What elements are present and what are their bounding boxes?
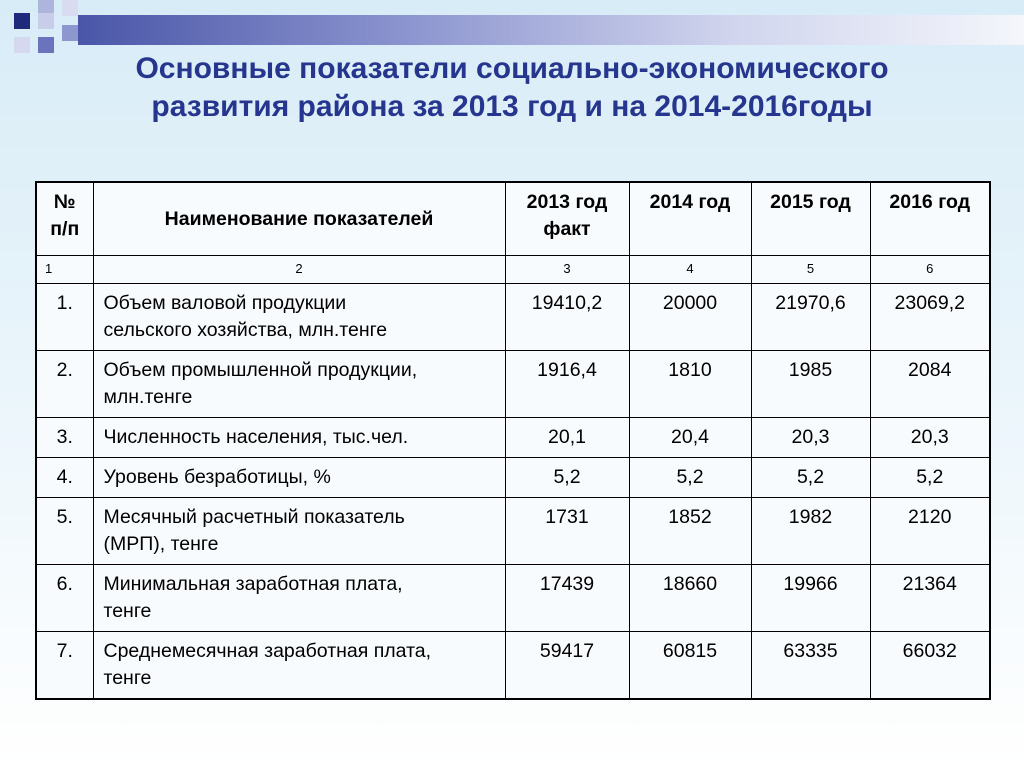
col-index: 1 [36,256,93,284]
indicator-name [93,632,505,700]
decor-square [62,0,78,16]
row-number: 5. [36,498,93,565]
value-2013: 1916,4 [505,351,629,418]
row-number: 6. [36,565,93,632]
indicator-name-line1: Среднемесячная заработная плата, [103,640,432,662]
col-index: 4 [629,256,751,284]
indicator-name-line1: Уровень безработицы, % [103,466,331,488]
header-name: Наименование показателей [93,182,505,256]
header-2013-line1: 2013 год [526,191,608,213]
value-2013: 59417 [505,632,629,700]
value-2013: 17439 [505,565,629,632]
indicator-name-line1: Минимальная заработная плата, [103,573,403,595]
decor-square [62,25,78,41]
table-row [36,458,990,498]
column-index-row [36,256,990,284]
header-2013-line2: факт [543,218,591,240]
row-number: 3. [36,418,93,458]
col-index: 3 [505,256,629,284]
value-2014: 20000 [629,284,751,351]
indicator-name [93,458,505,498]
col-index: 6 [870,256,990,284]
value-2016: 20,3 [870,418,990,458]
header-row [36,182,990,256]
indicator-name [93,418,505,458]
table-row [36,351,990,418]
value-2015: 1982 [751,498,870,565]
indicator-name [93,284,505,351]
slide-title [40,50,984,126]
indicator-name-line2: тенге [103,600,152,622]
title-line-2: развития района за 2013 год и на 2014-2016годы [151,90,873,123]
indicator-name-line1: Численность населения, тыс.чел. [103,426,409,448]
decor-square [14,37,30,53]
row-number: 7. [36,632,93,700]
table-body [36,284,990,700]
indicator-name-line1: Объем промышленной продукции, [103,359,418,381]
table-row [36,498,990,565]
indicator-name-line2: сельского хозяйства, млн.тенге [103,319,388,341]
indicator-name-line2: (МРП), тенге [103,533,219,555]
value-2016: 21364 [870,565,990,632]
header-num [36,182,93,256]
value-2013: 1731 [505,498,629,565]
value-2014: 60815 [629,632,751,700]
header-2015: 2015 год [751,182,870,256]
header-num-line1: № [53,191,76,213]
value-2013: 20,1 [505,418,629,458]
table-row [36,284,990,351]
row-number: 4. [36,458,93,498]
row-number: 2. [36,351,93,418]
value-2014: 18660 [629,565,751,632]
table-row [36,632,990,700]
indicators-table [35,181,991,700]
value-2016: 2084 [870,351,990,418]
value-2016: 5,2 [870,458,990,498]
col-index: 2 [93,256,505,284]
value-2016: 2120 [870,498,990,565]
value-2015: 21970,6 [751,284,870,351]
header-gradient-bar [78,15,1024,45]
indicator-name-line2: тенге [103,667,152,689]
value-2014: 1810 [629,351,751,418]
value-2015: 5,2 [751,458,870,498]
value-2015: 63335 [751,632,870,700]
indicator-name-line2: млн.тенге [103,386,193,408]
value-2013: 5,2 [505,458,629,498]
indicator-name-line1: Объем валовой продукции [103,292,347,314]
decor-square [38,13,54,29]
value-2014: 5,2 [629,458,751,498]
indicator-name [93,498,505,565]
value-2015: 1985 [751,351,870,418]
indicator-name-line1: Месячный расчетный показатель [103,506,405,528]
header-2014: 2014 год [629,182,751,256]
indicator-name [93,351,505,418]
title-line-1: Основные показатели социально-экономического [135,52,889,85]
row-number: 1. [36,284,93,351]
value-2014: 20,4 [629,418,751,458]
header-2016: 2016 год [870,182,990,256]
header-2013 [505,182,629,256]
col-index: 5 [751,256,870,284]
value-2015: 19966 [751,565,870,632]
indicator-name [93,565,505,632]
table-row [36,418,990,458]
decor-square [14,13,30,29]
value-2016: 66032 [870,632,990,700]
value-2013: 19410,2 [505,284,629,351]
header-num-line2: п/п [50,218,80,240]
value-2016: 23069,2 [870,284,990,351]
value-2014: 1852 [629,498,751,565]
value-2015: 20,3 [751,418,870,458]
table-row [36,565,990,632]
